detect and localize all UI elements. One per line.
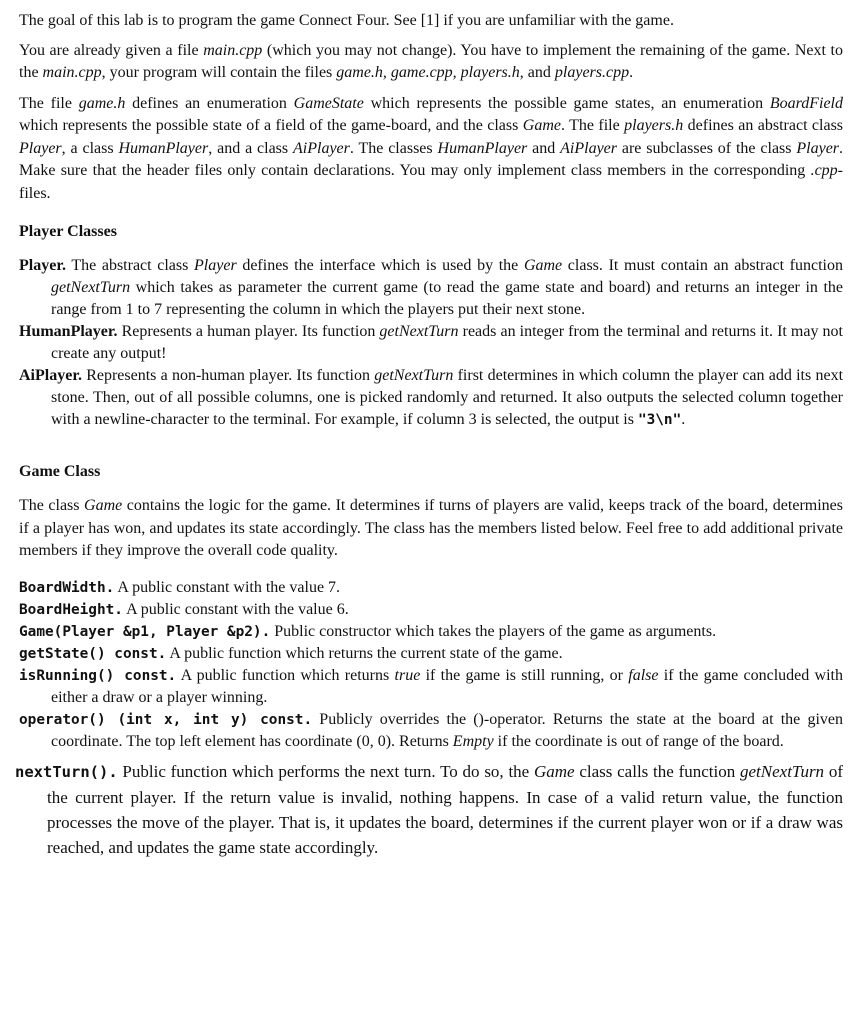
text-run: . [681,411,686,428]
text-run: of the current player. If the return value is invalid, nothing happens. In case of a valid return value, the function processes the move of the player. That is, it updates the board, determines if the current player won or if a draw was reached, and updates the game state accordingly. [47,761,843,857]
member-signature: BoardWidth. [19,579,115,596]
text-run: The class [19,497,85,514]
game-class-intro [19,495,843,563]
identifier: HumanPlayer [118,139,209,157]
identifier: Player [19,139,62,157]
identifier: BoardField [769,94,843,112]
definition-term: HumanPlayer. [19,323,118,340]
text-run: (which you may not change). You have to implement the remaining of the game. Next to the [19,41,844,81]
member-next-turn [15,759,843,860]
identifier: GameState [293,94,364,112]
intro-paragraph-headers [19,93,843,206]
member-signature: operator() (int x, int y) const. [19,711,313,728]
identifier: Game [523,257,563,274]
text-run: , and a class [208,139,294,157]
member-board-height [19,599,843,621]
text-run: if the game concluded with either a draw or a player winning. [51,666,844,706]
member-signature: getState() const. [19,645,167,662]
member-signature: Game(Player &p1, Player &p2). [19,623,271,640]
text-run: . [629,64,634,81]
definition-human-player [19,321,843,365]
member-get-state [19,643,843,665]
identifier: AiPlayer [560,139,617,157]
text-run: are subclasses of the class [617,139,797,157]
section-heading-game-class: Game Class [19,463,101,480]
text-run: defines an abstract class [683,117,844,134]
text-run: which represents the possible game states, an enumeration [363,94,770,112]
section-heading-player-classes: Player Classes [19,223,117,240]
text-run: if the game is still running, or [420,666,629,684]
definition-term: AiPlayer. [19,367,82,384]
member-board-width [19,577,843,599]
identifier: Empty [452,732,494,750]
text-run: The abstract class [65,257,195,274]
text-run: class. It must contain an abstract function [562,257,844,274]
text-run: A public constant with the value 6. [122,600,349,618]
text-run: defines the interface which is used by the [236,257,524,274]
identifier: getNextTurn [374,367,454,384]
text-run: Represents a non-human player. Its function [81,367,375,384]
text-run: Public function which performs the next turn. To do so, the [117,761,534,781]
member-signature: isRunning() const. [19,667,177,684]
definition-ai-player [19,365,843,431]
identifier: Game [84,497,123,514]
text-run: A public constant with the value 7. [114,578,341,596]
identifier: HumanPlayer [437,139,528,157]
definition-term: Player. [19,257,66,274]
text-run: reads an integer from the terminal and returns it. It may not create any output! [51,323,844,362]
filename: players.h [624,117,684,134]
filename-main-cpp: main.cpp [42,64,102,81]
text-run: Publicly overrides the ()-operator. Returns the state at the board at the given coordinate. The top left element has coordinate (0, 0). Returns [51,710,844,750]
text-run: defines an enumeration [125,94,294,112]
text-run: first determines in which column the player can add its next stone. Then, out of all possible columns, one is picked randomly and returned. It also outputs the selected column together with a newline-character to the terminal. For example, if column 3 is selected, the output is [51,367,844,428]
text-run: which represents the possible state of a field of the game-board, and the class [19,117,523,134]
text-run: A public function which returns [176,666,395,684]
identifier: getNextTurn [740,761,825,781]
identifier: getNextTurn [379,323,459,340]
member-signature: nextTurn(). [15,762,118,781]
section-spacer [19,431,843,445]
text-run: and [527,139,561,157]
text-run: , a class [61,139,119,157]
text-run: . Make sure that the header files only contain declarations. You may only implement class members in the corresponding [19,139,844,179]
filename-main-cpp: main.cpp [203,41,263,59]
identifier: getNextTurn [51,279,131,296]
text-run: The file [19,94,79,112]
definition-player [19,255,843,321]
intro-paragraph-goal [19,10,843,33]
keyword-false: false [628,666,659,684]
code-literal: "3\n" [637,412,682,428]
member-call-operator [19,709,843,753]
text-run: Represents a human player. Its function [117,323,380,340]
text-run: A public function which returns the current state of the game. [166,644,563,662]
identifier: Game [533,761,575,781]
keyword-true: true [394,666,421,684]
identifier: Game [522,117,561,134]
filename: game.h [78,94,126,112]
filename-players-cpp: players.cpp [554,64,630,81]
identifier: Player [194,257,237,274]
member-constructor [19,621,843,643]
text-run: class calls the function [574,761,740,781]
member-signature: BoardHeight. [19,601,123,618]
text-run: Public constructor which takes the players of the game as arguments. [270,622,717,640]
text-run: . The file [560,117,625,134]
text-run: . The classes [349,139,438,157]
text-run: The goal of this lab is to program the game Connect Four. See [1] if you are unfamiliar with the game. [19,12,674,29]
text-run: You are already given a file [19,41,204,59]
filename-list: game.h, game.cpp, players.h [336,64,520,81]
filename: .cpp [810,162,838,179]
intro-paragraph-files [19,40,843,85]
text-run: if the coordinate is out of range of the board. [493,732,784,750]
text-run: , your program will contain the files [101,64,337,81]
text-run: which takes as parameter the current game (to read the game state and board) and returns an integer in the range from 1 to 7 representing the column in which the players put their next stone. [51,279,843,318]
text-run: contains the logic for the game. It determines if turns of players are valid, keeps track of the board, determines if a player has won, and updates its state accordingly. The class has the members listed below. Feel free to add additional private members if they improve the overall code quality. [19,497,843,559]
identifier: AiPlayer [293,139,350,157]
identifier: Player [796,139,840,157]
text-run: -files. [19,162,843,202]
text-run: , and [519,64,555,81]
member-is-running [19,665,843,709]
